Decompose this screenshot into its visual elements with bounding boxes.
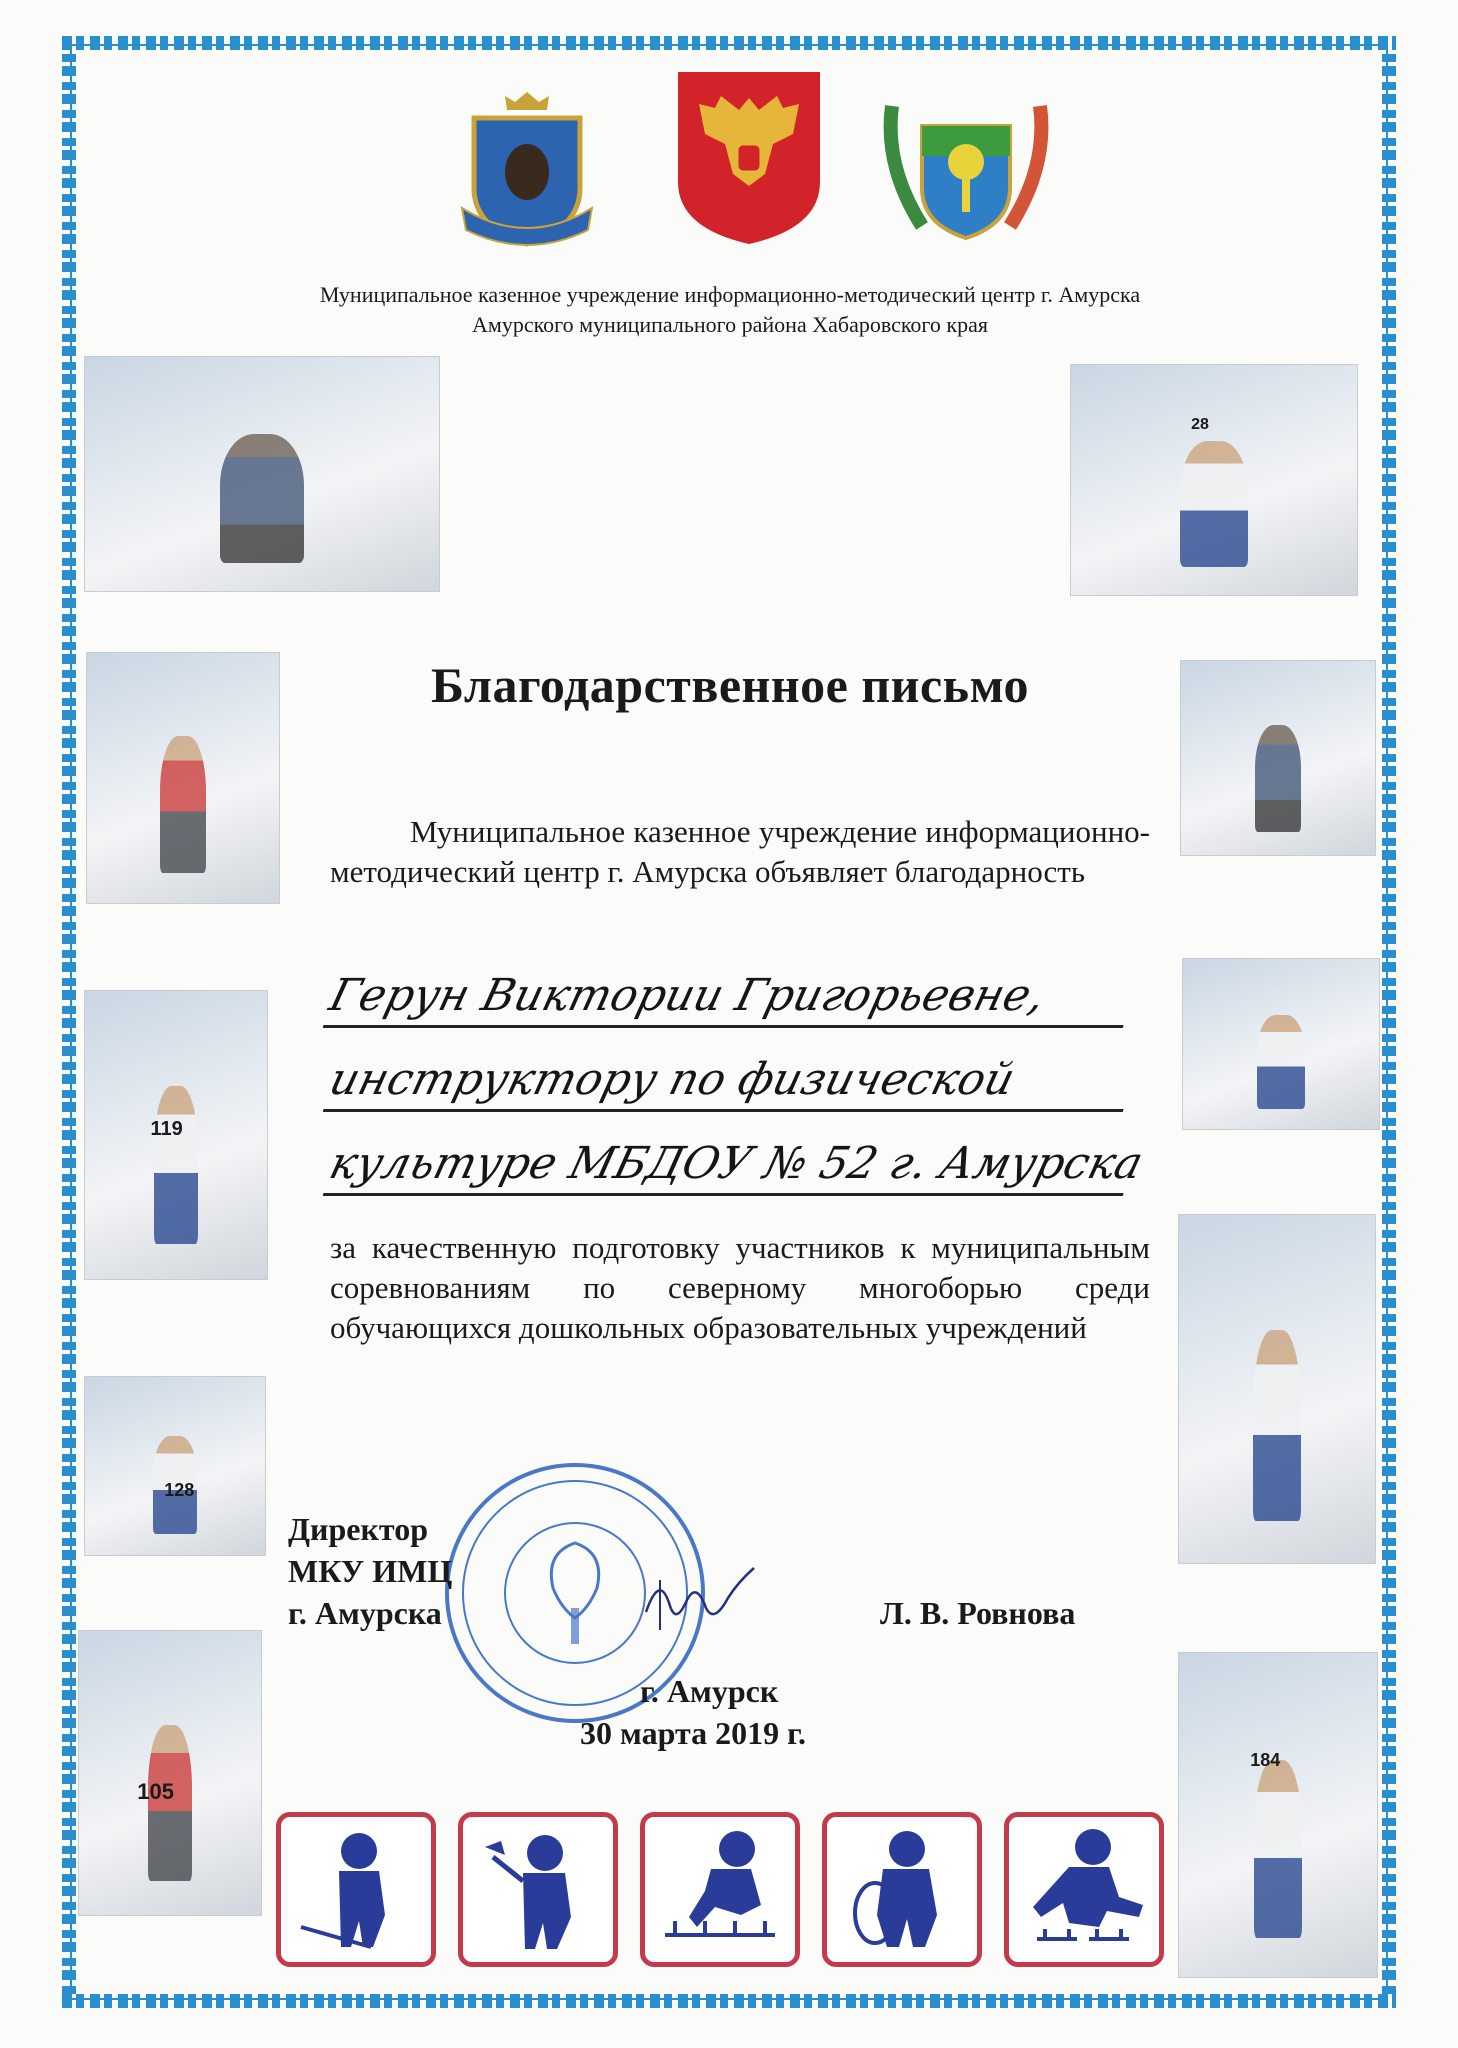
lasso-icon [281, 1817, 431, 1962]
bib-number: 128 [164, 1480, 195, 1501]
sled-run-icon [1009, 1817, 1159, 1962]
bib-number: 105 [137, 1778, 174, 1804]
header-line-1: Муниципальное казенное учреждение информационно-методический центр г. Амурска [319, 282, 1141, 307]
photo-winter-competition [86, 652, 280, 904]
document-date: 30 марта 2019 г. [580, 1715, 806, 1751]
khabarovsk-coat-of-arms [454, 88, 600, 258]
signatory-city: г. Амурска [288, 1595, 442, 1631]
bib-number: 28 [1191, 415, 1209, 433]
document-city: г. Амурск [640, 1673, 779, 1709]
document-title: Благодарственное письмо [431, 657, 1029, 713]
signatory-title: Директор [288, 1511, 428, 1547]
reason-paragraph: за качественную подготовку участников к муниципальным соревнованиям по северному многоборью среди обучающихся дошкольных образовательных учреждений [330, 1230, 1150, 1345]
pictogram-rope [822, 1812, 982, 1967]
handwritten-recipient-organization: культуре МБДОУ № 52 г. Амурска [323, 1138, 1137, 1196]
intro-paragraph: Муниципальное казенное учреждение информационно-методический центр г. Амурска объявляет благодарность [330, 814, 1150, 889]
rope-icon [827, 1817, 977, 1962]
amursk-coat-of-arms [882, 96, 1050, 256]
director-signature [640, 1560, 780, 1640]
signatory-organization: МКУ ИМЦ [288, 1553, 453, 1589]
russia-coat-of-arms [674, 68, 824, 246]
pictogram-sled-run [1004, 1812, 1164, 1967]
bear-coat-of-arms-icon [454, 88, 600, 258]
photo-chum-lasso [1180, 660, 1376, 856]
pictogram-axe-throw [458, 1812, 618, 1967]
bib-number: 184 [1250, 1750, 1281, 1771]
handwritten-recipient-name: Герун Виктории Григорьевне, [323, 970, 1137, 1028]
tree-coat-of-arms-icon [882, 96, 1050, 256]
photo-indoor-jump [1178, 1214, 1376, 1564]
photo-axe-throw [84, 1376, 266, 1556]
photo-javelin-runner [1178, 1652, 1378, 1978]
photo-girl-rope [1182, 958, 1380, 1130]
axe-throw-icon [463, 1817, 613, 1962]
pictogram-lasso [276, 1812, 436, 1967]
header-line-2: Амурского муниципального района Хабаровского края [472, 312, 988, 337]
photo-sled-jump [1070, 364, 1358, 596]
signatory-name: Л. В. Ровнова [880, 1595, 1076, 1631]
bib-number: 119 [150, 1117, 183, 1140]
sled-jump-icon [645, 1817, 795, 1962]
photo-jumper [84, 990, 268, 1280]
handwritten-recipient-position: инструктору по физической [323, 1054, 1137, 1112]
photo-lasso-throwing [84, 356, 440, 592]
photo-runner [78, 1630, 262, 1916]
pictogram-sled-jump [640, 1812, 800, 1967]
double-headed-eagle-icon [674, 68, 824, 246]
